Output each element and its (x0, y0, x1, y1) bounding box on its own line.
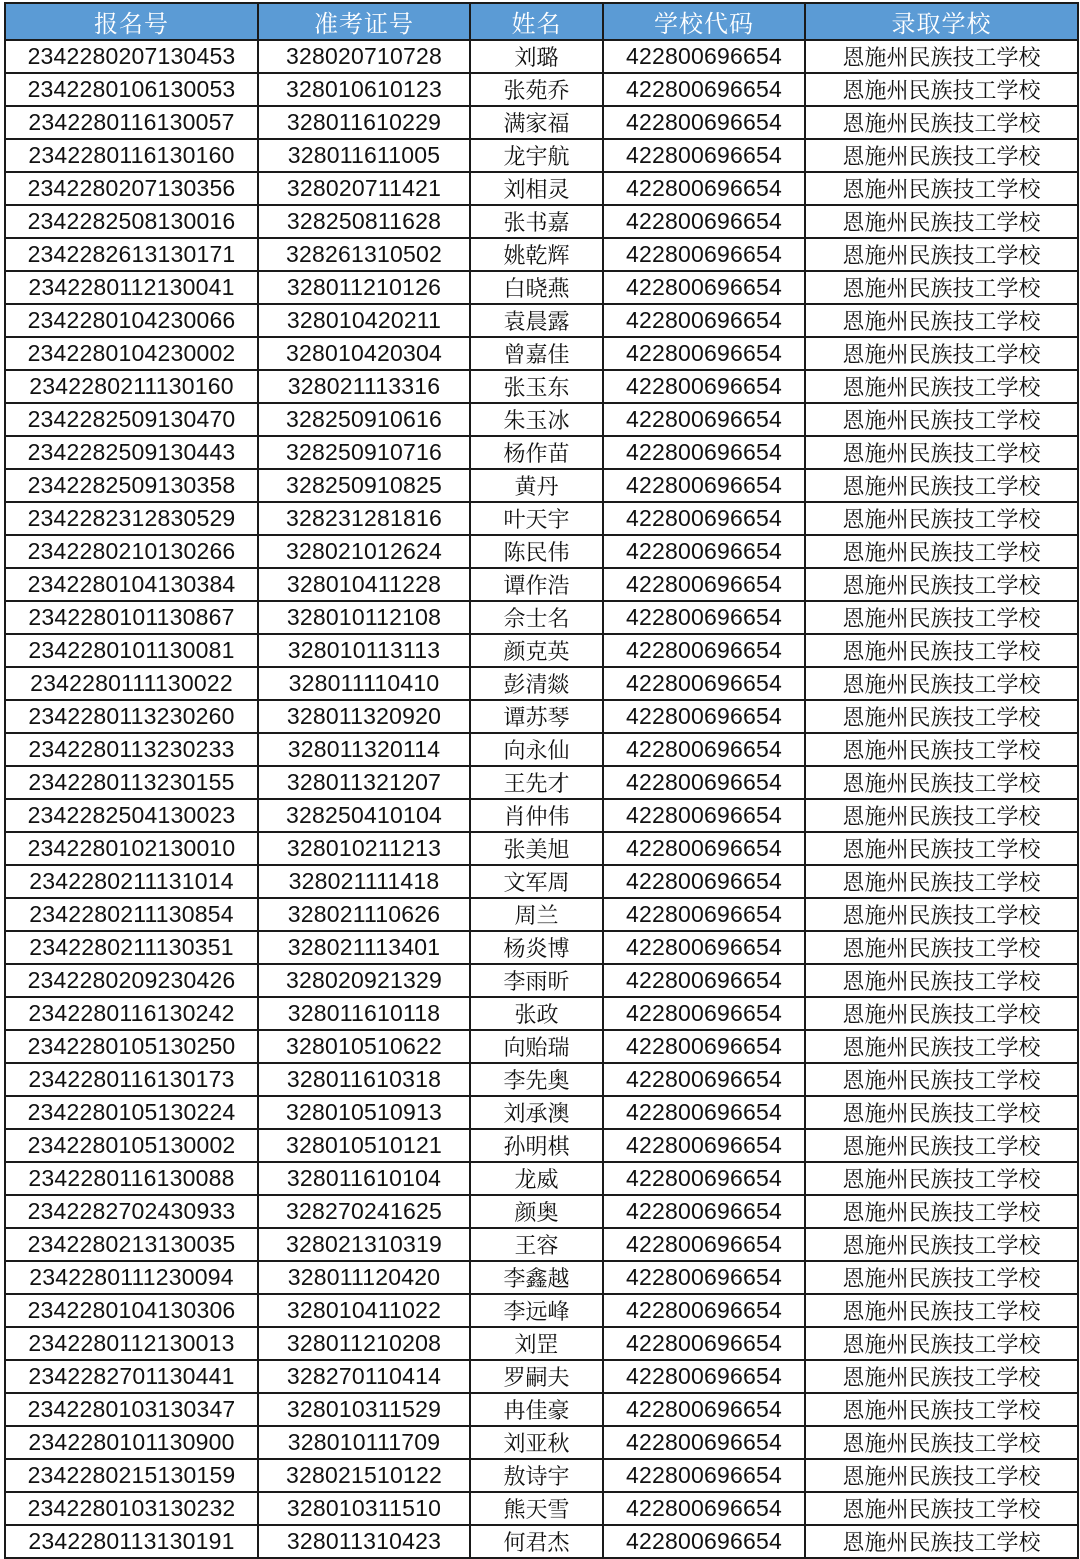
table-row (5, 1426, 1078, 1459)
admission-ticket-no-cell: 328020710728 (258, 40, 470, 73)
school-code-cell: 422800696654 (603, 535, 805, 568)
admitted-school-cell: 恩施州民族技工学校 (805, 40, 1078, 73)
registration-no-cell: 2342280211131014 (5, 865, 258, 898)
admission-ticket-no-cell: 328011120420 (258, 1261, 470, 1294)
admission-ticket-no-cell: 328010420304 (258, 337, 470, 370)
school-code-cell: 422800696654 (603, 502, 805, 535)
student-name-cell: 李远峰 (470, 1294, 603, 1327)
school-code-cell: 422800696654 (603, 106, 805, 139)
registration-no-cell: 2342280113130191 (5, 1525, 258, 1558)
table-row (5, 1195, 1078, 1228)
school-code-cell: 422800696654 (603, 205, 805, 238)
header-name: 姓名 (470, 3, 603, 40)
registration-no-cell: 2342280209230426 (5, 964, 258, 997)
table-row (5, 667, 1078, 700)
table-row (5, 1063, 1078, 1096)
header-row (5, 3, 1078, 40)
admitted-school-cell: 恩施州民族技工学校 (805, 469, 1078, 502)
admitted-school-cell: 恩施州民族技工学校 (805, 1195, 1078, 1228)
admission-ticket-no-cell: 328250910716 (258, 436, 470, 469)
admission-ticket-no-cell: 328010510121 (258, 1129, 470, 1162)
student-name-cell: 张政 (470, 997, 603, 1030)
student-name-cell: 张美旭 (470, 832, 603, 865)
table-row (5, 799, 1078, 832)
student-name-cell: 陈民伟 (470, 535, 603, 568)
admitted-school-cell: 恩施州民族技工学校 (805, 1261, 1078, 1294)
school-code-cell: 422800696654 (603, 1195, 805, 1228)
admitted-school-cell: 恩施州民族技工学校 (805, 1096, 1078, 1129)
registration-no-cell: 2342280116130173 (5, 1063, 258, 1096)
student-name-cell: 满家福 (470, 106, 603, 139)
admitted-school-cell: 恩施州民族技工学校 (805, 172, 1078, 205)
admitted-school-cell: 恩施州民族技工学校 (805, 502, 1078, 535)
student-name-cell: 杨炎博 (470, 931, 603, 964)
registration-no-cell: 2342280105130002 (5, 1129, 258, 1162)
registration-no-cell: 2342280111230094 (5, 1261, 258, 1294)
school-code-cell: 422800696654 (603, 568, 805, 601)
registration-no-cell: 2342282509130443 (5, 436, 258, 469)
registration-no-cell: 2342280112130041 (5, 271, 258, 304)
admitted-school-cell: 恩施州民族技工学校 (805, 1360, 1078, 1393)
registration-no-cell: 2342280215130159 (5, 1459, 258, 1492)
registration-no-cell: 2342280104130306 (5, 1294, 258, 1327)
school-code-cell: 422800696654 (603, 403, 805, 436)
school-code-cell: 422800696654 (603, 1030, 805, 1063)
admitted-school-cell: 恩施州民族技工学校 (805, 106, 1078, 139)
admitted-school-cell: 恩施州民族技工学校 (805, 1393, 1078, 1426)
student-name-cell: 冉佳豪 (470, 1393, 603, 1426)
table-row (5, 1327, 1078, 1360)
registration-no-cell: 2342280111130022 (5, 667, 258, 700)
admission-ticket-no-cell: 328011210208 (258, 1327, 470, 1360)
header-registration-no: 报名号 (5, 3, 258, 40)
table-row (5, 733, 1078, 766)
student-name-cell: 杨作苗 (470, 436, 603, 469)
school-code-cell: 422800696654 (603, 139, 805, 172)
student-name-cell: 刘璐 (470, 40, 603, 73)
student-name-cell: 佘士名 (470, 601, 603, 634)
admission-ticket-no-cell: 328010510622 (258, 1030, 470, 1063)
table-row (5, 1294, 1078, 1327)
student-name-cell: 周兰 (470, 898, 603, 931)
student-name-cell: 李鑫越 (470, 1261, 603, 1294)
header-admission-ticket-no: 准考证号 (258, 3, 470, 40)
admitted-school-cell: 恩施州民族技工学校 (805, 370, 1078, 403)
admission-ticket-no-cell: 328020921329 (258, 964, 470, 997)
school-code-cell: 422800696654 (603, 634, 805, 667)
table-row (5, 73, 1078, 106)
table-row (5, 1096, 1078, 1129)
school-code-cell: 422800696654 (603, 1228, 805, 1261)
admission-ticket-no-cell: 328261310502 (258, 238, 470, 271)
student-name-cell: 敖诗宇 (470, 1459, 603, 1492)
school-code-cell: 422800696654 (603, 1393, 805, 1426)
registration-no-cell: 2342280105130224 (5, 1096, 258, 1129)
admission-ticket-no-cell: 328250910825 (258, 469, 470, 502)
registration-no-cell: 2342280101130867 (5, 601, 258, 634)
student-name-cell: 王先才 (470, 766, 603, 799)
student-name-cell: 谭作浩 (470, 568, 603, 601)
admitted-school-cell: 恩施州民族技工学校 (805, 139, 1078, 172)
header-school-code: 学校代码 (603, 3, 805, 40)
registration-no-cell: 2342280112130013 (5, 1327, 258, 1360)
registration-no-cell: 2342280116130088 (5, 1162, 258, 1195)
student-name-cell: 龙威 (470, 1162, 603, 1195)
table-body (5, 40, 1078, 1558)
admission-ticket-no-cell: 328021012624 (258, 535, 470, 568)
student-name-cell: 孙明棋 (470, 1129, 603, 1162)
admission-ticket-no-cell: 328011611005 (258, 139, 470, 172)
registration-no-cell: 2342282702430933 (5, 1195, 258, 1228)
header-admitted-school: 录取学校 (805, 3, 1078, 40)
table-row (5, 832, 1078, 865)
admission-ticket-no-cell: 328010411022 (258, 1294, 470, 1327)
school-code-cell: 422800696654 (603, 733, 805, 766)
admission-ticket-no-cell: 328250811628 (258, 205, 470, 238)
admitted-school-cell: 恩施州民族技工学校 (805, 601, 1078, 634)
student-name-cell: 何君杰 (470, 1525, 603, 1558)
admitted-school-cell: 恩施州民族技工学校 (805, 667, 1078, 700)
school-code-cell: 422800696654 (603, 73, 805, 106)
admitted-school-cell: 恩施州民族技工学校 (805, 964, 1078, 997)
admitted-school-cell: 恩施州民族技工学校 (805, 568, 1078, 601)
school-code-cell: 422800696654 (603, 1096, 805, 1129)
table-row (5, 568, 1078, 601)
admitted-school-cell: 恩施州民族技工学校 (805, 535, 1078, 568)
admission-ticket-no-cell: 328270110414 (258, 1360, 470, 1393)
student-name-cell: 龙宇航 (470, 139, 603, 172)
student-name-cell: 张书嘉 (470, 205, 603, 238)
student-name-cell: 叶天宇 (470, 502, 603, 535)
school-code-cell: 422800696654 (603, 601, 805, 634)
school-code-cell: 422800696654 (603, 172, 805, 205)
registration-no-cell: 2342280104230002 (5, 337, 258, 370)
admission-ticket-no-cell: 328250410104 (258, 799, 470, 832)
registration-no-cell: 2342282504130023 (5, 799, 258, 832)
admission-ticket-no-cell: 328010510913 (258, 1096, 470, 1129)
school-code-cell: 422800696654 (603, 1261, 805, 1294)
admission-ticket-no-cell: 328011310423 (258, 1525, 470, 1558)
table-row (5, 1459, 1078, 1492)
school-code-cell: 422800696654 (603, 865, 805, 898)
admission-ticket-no-cell: 328011610229 (258, 106, 470, 139)
table-row (5, 469, 1078, 502)
school-code-cell: 422800696654 (603, 1360, 805, 1393)
school-code-cell: 422800696654 (603, 238, 805, 271)
school-code-cell: 422800696654 (603, 1063, 805, 1096)
table-row (5, 535, 1078, 568)
admitted-school-cell: 恩施州民族技工学校 (805, 1030, 1078, 1063)
admitted-school-cell: 恩施州民族技工学校 (805, 799, 1078, 832)
school-code-cell: 422800696654 (603, 1294, 805, 1327)
student-name-cell: 刘亚秋 (470, 1426, 603, 1459)
admitted-school-cell: 恩施州民族技工学校 (805, 1228, 1078, 1261)
student-name-cell: 彭清燚 (470, 667, 603, 700)
admitted-school-cell: 恩施州民族技工学校 (805, 1492, 1078, 1525)
admitted-school-cell: 恩施州民族技工学校 (805, 733, 1078, 766)
table-header (5, 3, 1078, 40)
registration-no-cell: 2342280105130250 (5, 1030, 258, 1063)
student-name-cell: 袁晨露 (470, 304, 603, 337)
school-code-cell: 422800696654 (603, 1162, 805, 1195)
admitted-school-cell: 恩施州民族技工学校 (805, 1294, 1078, 1327)
admitted-school-cell: 恩施州民族技工学校 (805, 73, 1078, 106)
student-name-cell: 李先奥 (470, 1063, 603, 1096)
table-row (5, 106, 1078, 139)
student-name-cell: 刘相灵 (470, 172, 603, 205)
student-name-cell: 张苑乔 (470, 73, 603, 106)
admission-ticket-no-cell: 328021113316 (258, 370, 470, 403)
table-row (5, 997, 1078, 1030)
admission-ticket-no-cell: 328011610104 (258, 1162, 470, 1195)
table-row (5, 502, 1078, 535)
table-row (5, 865, 1078, 898)
admission-ticket-no-cell: 328010111709 (258, 1426, 470, 1459)
table-row (5, 898, 1078, 931)
admission-ticket-no-cell: 328010311529 (258, 1393, 470, 1426)
table-row (5, 1228, 1078, 1261)
admitted-school-cell: 恩施州民族技工学校 (805, 766, 1078, 799)
registration-no-cell: 2342280103130347 (5, 1393, 258, 1426)
registration-no-cell: 2342280113230233 (5, 733, 258, 766)
registration-no-cell: 2342280207130356 (5, 172, 258, 205)
registration-no-cell: 2342282509130358 (5, 469, 258, 502)
student-name-cell: 颜奥 (470, 1195, 603, 1228)
table-row (5, 1162, 1078, 1195)
student-name-cell: 向永仙 (470, 733, 603, 766)
admitted-school-cell: 恩施州民族技工学校 (805, 1459, 1078, 1492)
registration-no-cell: 2342282312830529 (5, 502, 258, 535)
student-name-cell: 熊天雪 (470, 1492, 603, 1525)
admitted-school-cell: 恩施州民族技工学校 (805, 931, 1078, 964)
table-row (5, 436, 1078, 469)
student-name-cell: 姚乾辉 (470, 238, 603, 271)
admitted-school-cell: 恩施州民族技工学校 (805, 898, 1078, 931)
registration-no-cell: 2342280101130900 (5, 1426, 258, 1459)
registration-no-cell: 2342280213130035 (5, 1228, 258, 1261)
registration-no-cell: 2342280210130266 (5, 535, 258, 568)
table-row (5, 1129, 1078, 1162)
student-name-cell: 王容 (470, 1228, 603, 1261)
admitted-school-cell: 恩施州民族技工学校 (805, 304, 1078, 337)
registration-no-cell: 2342280104130384 (5, 568, 258, 601)
table-row (5, 1261, 1078, 1294)
admission-table (4, 2, 1079, 1559)
admitted-school-cell: 恩施州民族技工学校 (805, 403, 1078, 436)
admission-ticket-no-cell: 328021110626 (258, 898, 470, 931)
admission-ticket-no-cell: 328010420211 (258, 304, 470, 337)
table-row (5, 1492, 1078, 1525)
admitted-school-cell: 恩施州民族技工学校 (805, 832, 1078, 865)
admitted-school-cell: 恩施州民族技工学校 (805, 271, 1078, 304)
table-row (5, 304, 1078, 337)
student-name-cell: 罗嗣夫 (470, 1360, 603, 1393)
student-name-cell: 谭苏琴 (470, 700, 603, 733)
admission-ticket-no-cell: 328020711421 (258, 172, 470, 205)
table-row (5, 337, 1078, 370)
admission-ticket-no-cell: 328231281816 (258, 502, 470, 535)
table-row (5, 139, 1078, 172)
registration-no-cell: 2342280101130081 (5, 634, 258, 667)
registration-no-cell: 2342280116130057 (5, 106, 258, 139)
admitted-school-cell: 恩施州民族技工学校 (805, 634, 1078, 667)
registration-no-cell: 2342282701130441 (5, 1360, 258, 1393)
school-code-cell: 422800696654 (603, 436, 805, 469)
table-row (5, 1360, 1078, 1393)
admitted-school-cell: 恩施州民族技工学校 (805, 1327, 1078, 1360)
admission-ticket-no-cell: 328011610318 (258, 1063, 470, 1096)
registration-no-cell: 2342282613130171 (5, 238, 258, 271)
student-name-cell: 朱玉冰 (470, 403, 603, 436)
school-code-cell: 422800696654 (603, 40, 805, 73)
school-code-cell: 422800696654 (603, 1129, 805, 1162)
school-code-cell: 422800696654 (603, 700, 805, 733)
admitted-school-cell: 恩施州民族技工学校 (805, 436, 1078, 469)
registration-no-cell: 2342282508130016 (5, 205, 258, 238)
registration-no-cell: 2342280102130010 (5, 832, 258, 865)
admitted-school-cell: 恩施州民族技工学校 (805, 1063, 1078, 1096)
admission-ticket-no-cell: 328010112108 (258, 601, 470, 634)
student-name-cell: 白晓燕 (470, 271, 603, 304)
student-name-cell: 黄丹 (470, 469, 603, 502)
admission-ticket-no-cell: 328270241625 (258, 1195, 470, 1228)
admission-ticket-no-cell: 328011610118 (258, 997, 470, 1030)
school-code-cell: 422800696654 (603, 337, 805, 370)
table-row (5, 1393, 1078, 1426)
registration-no-cell: 2342280106130053 (5, 73, 258, 106)
registration-no-cell: 2342280116130160 (5, 139, 258, 172)
school-code-cell: 422800696654 (603, 1525, 805, 1558)
student-name-cell: 张玉东 (470, 370, 603, 403)
admitted-school-cell: 恩施州民族技工学校 (805, 238, 1078, 271)
registration-no-cell: 2342282509130470 (5, 403, 258, 436)
school-code-cell: 422800696654 (603, 370, 805, 403)
table-row (5, 634, 1078, 667)
admitted-school-cell: 恩施州民族技工学校 (805, 1129, 1078, 1162)
table-row (5, 931, 1078, 964)
admitted-school-cell: 恩施州民族技工学校 (805, 205, 1078, 238)
table-row (5, 40, 1078, 73)
admission-ticket-no-cell: 328010610123 (258, 73, 470, 106)
registration-no-cell: 2342280113230260 (5, 700, 258, 733)
admitted-school-cell: 恩施州民族技工学校 (805, 1426, 1078, 1459)
registration-no-cell: 2342280116130242 (5, 997, 258, 1030)
student-name-cell: 肖仲伟 (470, 799, 603, 832)
school-code-cell: 422800696654 (603, 997, 805, 1030)
registration-no-cell: 2342280211130160 (5, 370, 258, 403)
admission-ticket-no-cell: 328011320114 (258, 733, 470, 766)
school-code-cell: 422800696654 (603, 1492, 805, 1525)
student-name-cell: 颜克英 (470, 634, 603, 667)
school-code-cell: 422800696654 (603, 766, 805, 799)
admission-ticket-no-cell: 328010311510 (258, 1492, 470, 1525)
table-row (5, 1030, 1078, 1063)
table-row (5, 205, 1078, 238)
school-code-cell: 422800696654 (603, 271, 805, 304)
table-row (5, 601, 1078, 634)
student-name-cell: 刘承澳 (470, 1096, 603, 1129)
student-name-cell: 曾嘉佳 (470, 337, 603, 370)
admission-ticket-no-cell: 328011210126 (258, 271, 470, 304)
student-name-cell: 刘罡 (470, 1327, 603, 1360)
admission-ticket-no-cell: 328011320920 (258, 700, 470, 733)
table-row (5, 172, 1078, 205)
table-row (5, 766, 1078, 799)
admission-ticket-no-cell: 328010211213 (258, 832, 470, 865)
school-code-cell: 422800696654 (603, 898, 805, 931)
table-row (5, 238, 1078, 271)
school-code-cell: 422800696654 (603, 964, 805, 997)
school-code-cell: 422800696654 (603, 469, 805, 502)
school-code-cell: 422800696654 (603, 832, 805, 865)
admission-ticket-no-cell: 328011110410 (258, 667, 470, 700)
admitted-school-cell: 恩施州民族技工学校 (805, 1162, 1078, 1195)
table-row (5, 700, 1078, 733)
table-row (5, 370, 1078, 403)
admission-ticket-no-cell: 328010411228 (258, 568, 470, 601)
table-row (5, 1525, 1078, 1558)
registration-no-cell: 2342280211130351 (5, 931, 258, 964)
admission-ticket-no-cell: 328011321207 (258, 766, 470, 799)
registration-no-cell: 2342280207130453 (5, 40, 258, 73)
school-code-cell: 422800696654 (603, 1327, 805, 1360)
admitted-school-cell: 恩施州民族技工学校 (805, 337, 1078, 370)
admitted-school-cell: 恩施州民族技工学校 (805, 1525, 1078, 1558)
table-row (5, 403, 1078, 436)
admitted-school-cell: 恩施州民族技工学校 (805, 997, 1078, 1030)
admission-ticket-no-cell: 328250910616 (258, 403, 470, 436)
registration-no-cell: 2342280104230066 (5, 304, 258, 337)
school-code-cell: 422800696654 (603, 304, 805, 337)
school-code-cell: 422800696654 (603, 799, 805, 832)
student-name-cell: 文军周 (470, 865, 603, 898)
table-row (5, 271, 1078, 304)
admitted-school-cell: 恩施州民族技工学校 (805, 700, 1078, 733)
registration-no-cell: 2342280211130854 (5, 898, 258, 931)
student-name-cell: 向贻瑞 (470, 1030, 603, 1063)
admission-ticket-no-cell: 328010113113 (258, 634, 470, 667)
admission-ticket-no-cell: 328021310319 (258, 1228, 470, 1261)
registration-no-cell: 2342280103130232 (5, 1492, 258, 1525)
table-row (5, 964, 1078, 997)
school-code-cell: 422800696654 (603, 1459, 805, 1492)
admission-ticket-no-cell: 328021113401 (258, 931, 470, 964)
admitted-school-cell: 恩施州民族技工学校 (805, 865, 1078, 898)
school-code-cell: 422800696654 (603, 667, 805, 700)
admission-ticket-no-cell: 328021111418 (258, 865, 470, 898)
student-name-cell: 李雨昕 (470, 964, 603, 997)
school-code-cell: 422800696654 (603, 931, 805, 964)
school-code-cell: 422800696654 (603, 1426, 805, 1459)
registration-no-cell: 2342280113230155 (5, 766, 258, 799)
admission-ticket-no-cell: 328021510122 (258, 1459, 470, 1492)
